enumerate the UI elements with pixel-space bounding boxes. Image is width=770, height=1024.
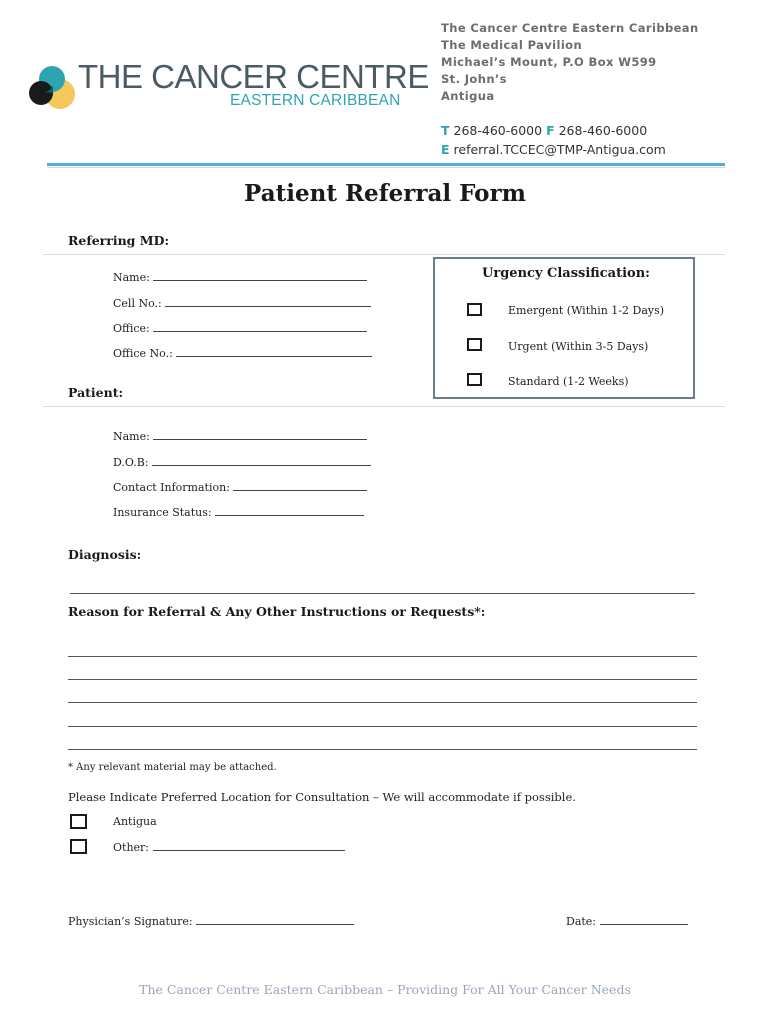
contact-block — [441, 121, 666, 159]
section-divider — [43, 406, 725, 407]
patient-insurance-line[interactable] — [215, 505, 364, 516]
standard-label: Standard (1-2 Weeks) — [508, 375, 629, 388]
signature-label: Physician’s Signature: — [68, 915, 193, 928]
signature-line[interactable] — [196, 914, 354, 925]
other-label: Other: — [113, 841, 149, 854]
date-field[interactable] — [566, 914, 688, 928]
md-cell-field[interactable] — [113, 296, 371, 310]
patient-dob-label: D.O.B: — [113, 456, 149, 469]
md-name-label: Name: — [113, 271, 150, 284]
address-block — [441, 20, 699, 105]
form-title: Patient Referral Form — [244, 180, 526, 207]
section-divider — [43, 254, 725, 255]
other-checkbox[interactable] — [70, 839, 87, 854]
address-line: The Cancer Centre Eastern Caribbean — [441, 21, 699, 35]
patient-contact-line[interactable] — [233, 480, 367, 491]
fax-label: F — [546, 123, 555, 138]
antigua-label: Antigua — [113, 815, 157, 828]
reason-line[interactable] — [68, 656, 697, 657]
md-office-label: Office: — [113, 322, 150, 335]
md-name-line[interactable] — [153, 270, 367, 281]
header-divider-shadow — [47, 167, 725, 168]
reason-line[interactable] — [68, 749, 697, 750]
other-field[interactable] — [113, 840, 345, 854]
attachment-note: * Any relevant material may be attached. — [68, 762, 277, 773]
location-prompt: Please Indicate Preferred Location for Consultation – We will accommodate if possible. — [68, 790, 576, 804]
patient-name-field[interactable] — [113, 429, 367, 443]
antigua-checkbox[interactable] — [70, 814, 87, 829]
patient-contact-label: Contact Information: — [113, 481, 230, 494]
address-line: St. John’s — [441, 72, 507, 86]
other-line[interactable] — [153, 840, 345, 851]
reason-line[interactable] — [68, 702, 697, 703]
md-office-no-label: Office No.: — [113, 347, 173, 360]
phone-label: T — [441, 123, 450, 138]
patient-name-line[interactable] — [153, 429, 367, 440]
md-cell-label: Cell No.: — [113, 297, 162, 310]
referring-md-heading: Referring MD: — [68, 233, 170, 248]
header-divider — [47, 163, 725, 166]
patient-insurance-field[interactable] — [113, 505, 364, 519]
email-line — [441, 140, 666, 159]
diagnosis-line[interactable] — [70, 593, 695, 594]
md-office-line[interactable] — [153, 321, 367, 332]
md-name-field[interactable] — [113, 270, 367, 284]
date-label: Date: — [566, 915, 597, 928]
reason-line[interactable] — [68, 726, 697, 727]
patient-dob-field[interactable] — [113, 455, 371, 469]
reason-line[interactable] — [68, 679, 697, 680]
md-office-field[interactable] — [113, 321, 367, 335]
emergent-checkbox[interactable] — [467, 303, 482, 316]
patient-heading: Patient: — [68, 385, 124, 400]
md-cell-line[interactable] — [165, 296, 371, 307]
urgency-heading: Urgency Classification: — [482, 266, 650, 281]
phone-line — [441, 121, 666, 140]
email-address[interactable]: referral.TCCEC@TMP-Antigua.com — [453, 142, 666, 157]
diagnosis-heading: Diagnosis: — [68, 547, 142, 562]
phone-number: 268-460-6000 — [453, 123, 543, 138]
address-line: Michael’s Mount, P.O Box W599 — [441, 55, 657, 69]
signature-field[interactable] — [68, 914, 354, 928]
logo-subtitle: EASTERN CARIBBEAN — [230, 92, 401, 109]
address-line: The Medical Pavilion — [441, 38, 583, 52]
logo-icon — [28, 64, 78, 110]
urgent-label: Urgent (Within 3-5 Days) — [508, 340, 649, 353]
patient-name-label: Name: — [113, 430, 150, 443]
date-line[interactable] — [600, 914, 688, 925]
urgent-checkbox[interactable] — [467, 338, 482, 351]
logo-title: THE CANCER CENTRE — [78, 58, 429, 95]
patient-insurance-label: Insurance Status: — [113, 506, 212, 519]
fax-number: 268-460-6000 — [558, 123, 648, 138]
footer-tagline: The Cancer Centre Eastern Caribbean – Providing For All Your Cancer Needs — [139, 982, 631, 997]
md-office-no-line[interactable] — [176, 346, 372, 357]
email-label: E — [441, 142, 450, 157]
patient-dob-line[interactable] — [152, 455, 371, 466]
patient-contact-field[interactable] — [113, 480, 367, 494]
reason-heading: Reason for Referral & Any Other Instructions or Requests*: — [68, 604, 486, 619]
emergent-label: Emergent (Within 1-2 Days) — [508, 304, 665, 317]
md-office-no-field[interactable] — [113, 346, 372, 360]
address-line: Antigua — [441, 89, 495, 103]
standard-checkbox[interactable] — [467, 373, 482, 386]
